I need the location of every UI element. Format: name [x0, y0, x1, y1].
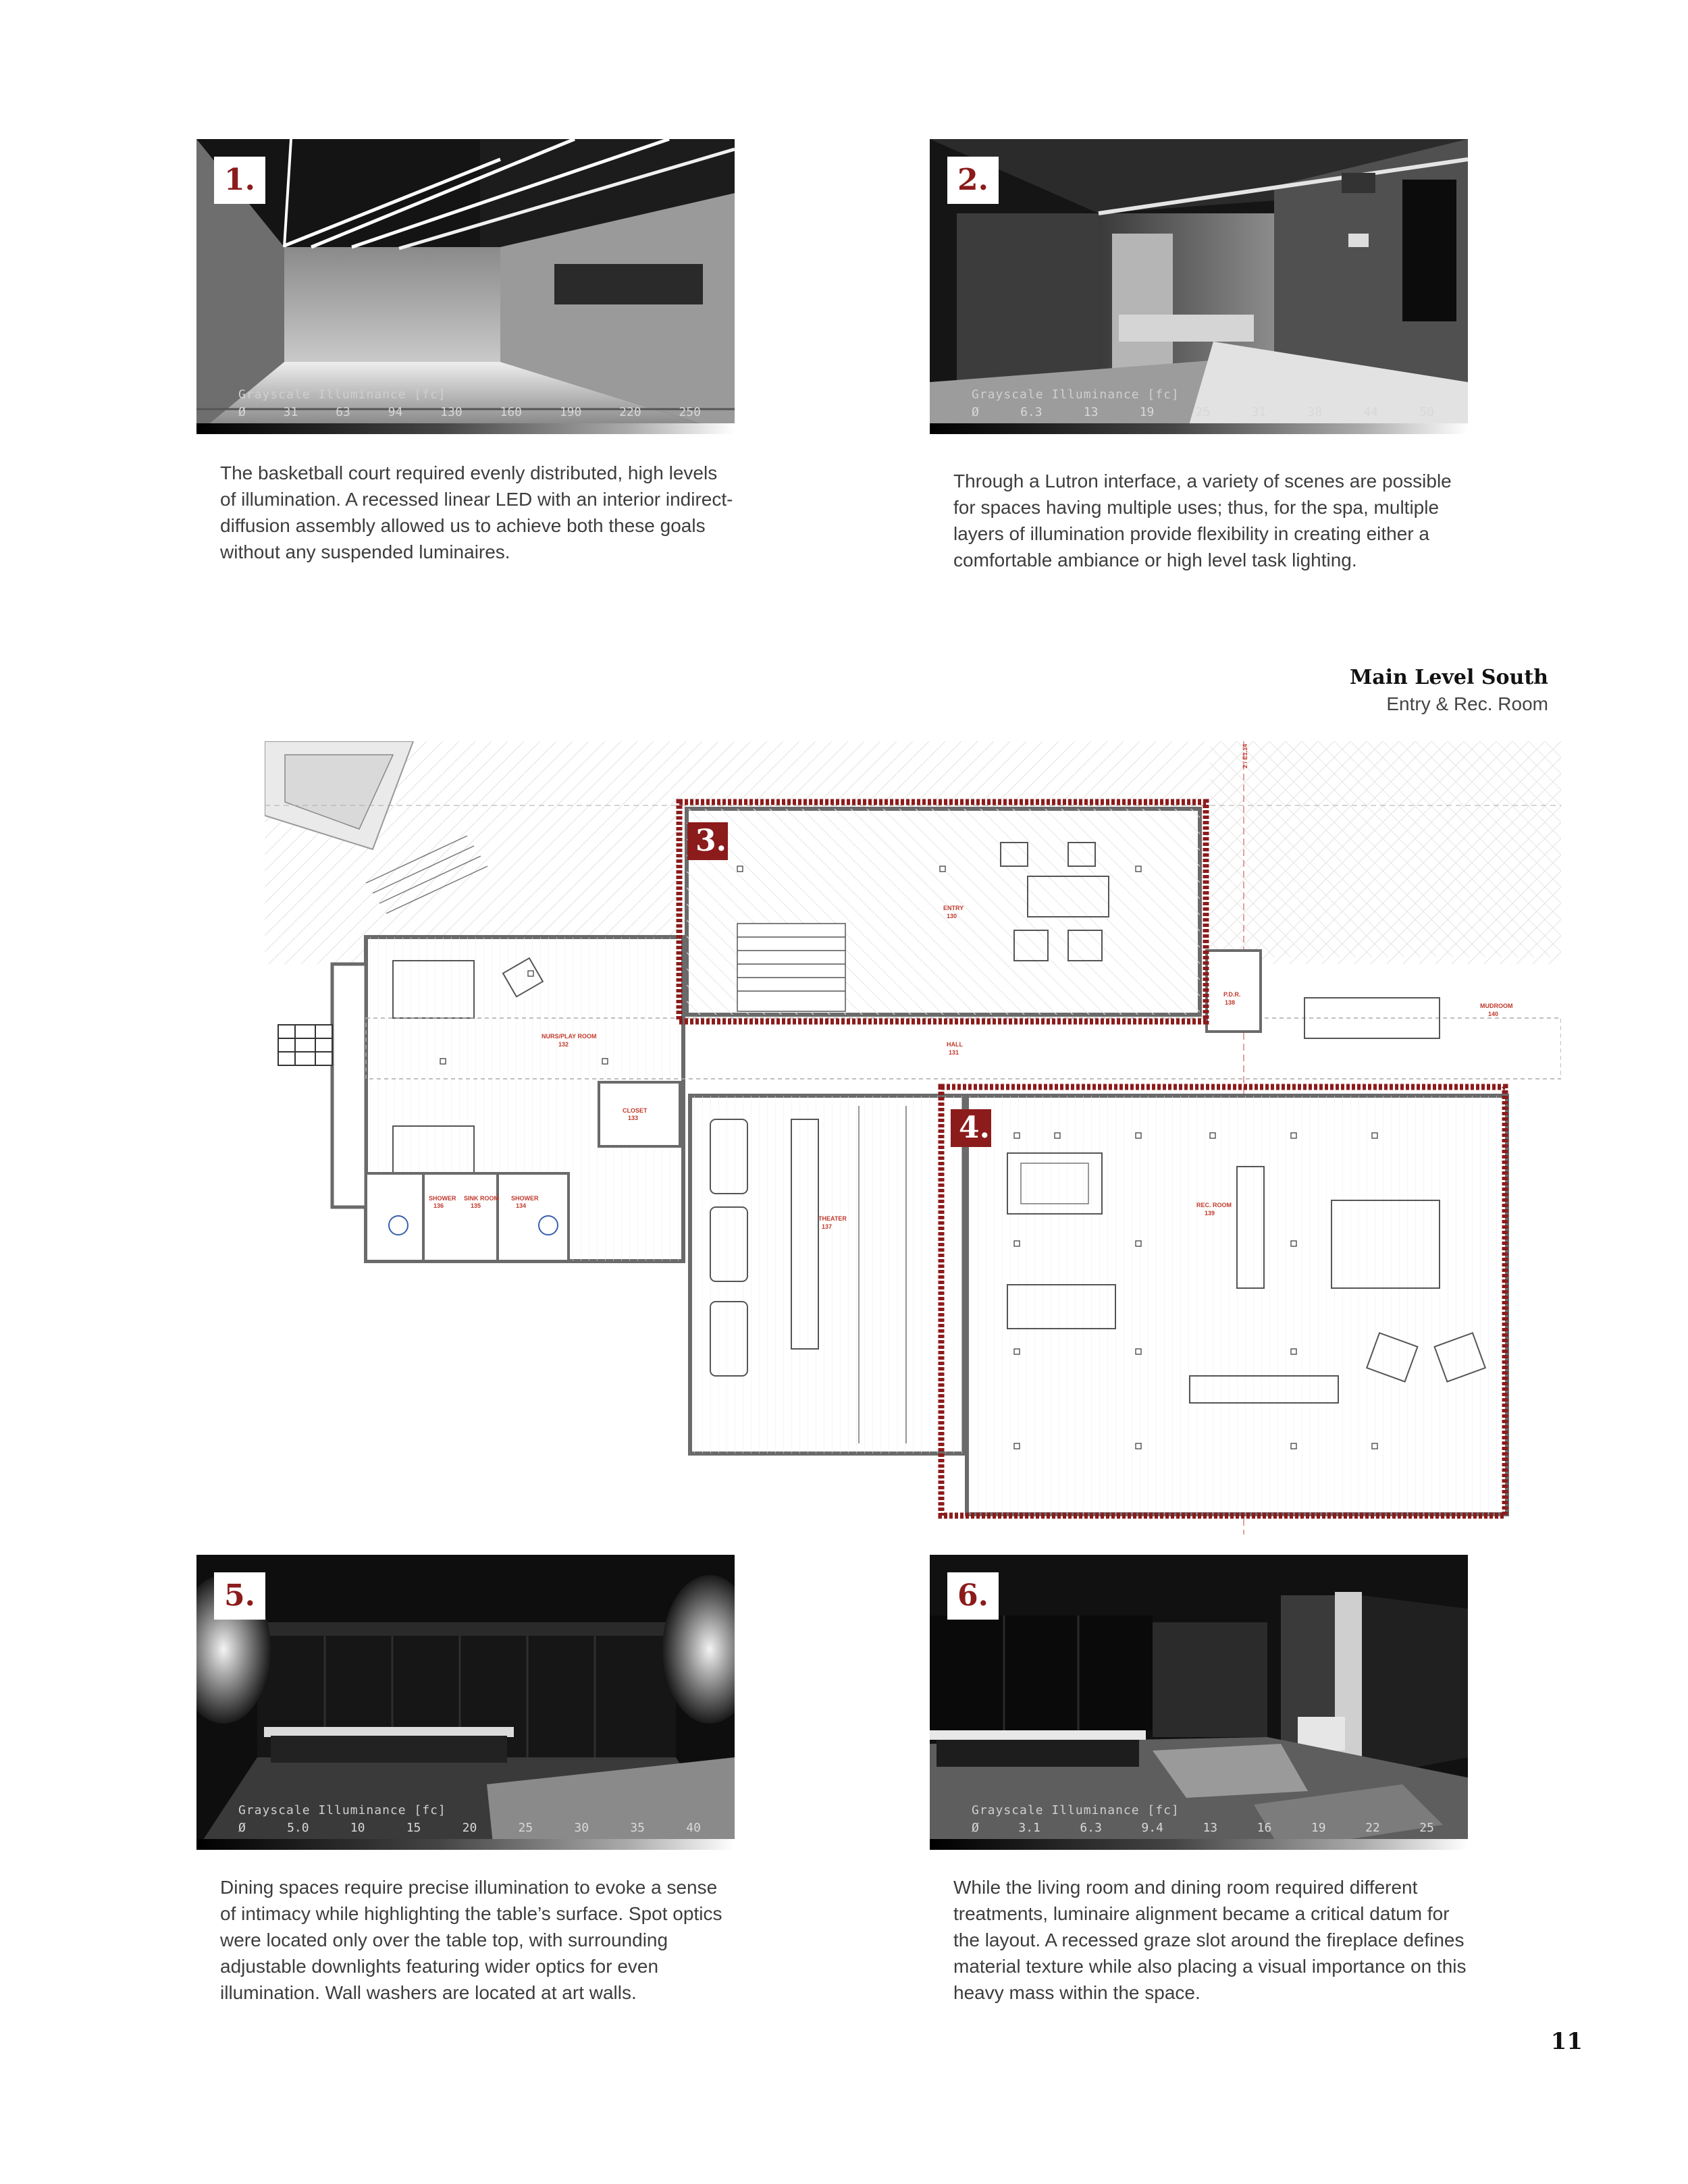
wall-bay [332, 964, 366, 1207]
scale-ticks [238, 1821, 701, 1835]
scale-tick: 40 [686, 1821, 701, 1835]
render-number-badge: 1. [214, 157, 265, 204]
scale-title: Grayscale Illuminance [fc] [238, 388, 446, 402]
scale-ticks [972, 1821, 1434, 1835]
room-label-theater: THEATER [818, 1215, 847, 1222]
scale-tick: 19 [1139, 405, 1155, 419]
scale-tick: 3.1 [1018, 1821, 1040, 1835]
scale-ticks [238, 405, 701, 419]
room-label-shower: SHOWER [511, 1195, 539, 1202]
illuminance-scale [930, 1797, 1468, 1850]
render-number-badge: 2. [947, 157, 999, 204]
room-label-shower: SHOWER [429, 1195, 456, 1202]
room-label-rec-room: REC. ROOM [1196, 1202, 1232, 1208]
wall-bathrooms [366, 1173, 569, 1261]
plan-tag-3: 3. [695, 824, 727, 858]
caption-spa: Through a Lutron interface, a variety of scenes are possible for spaces having multiple uses; thus, for the spa, multiple layers of illumination provide flexibility in creating either a comfortable ambiance or high level task lighting. [953, 471, 1452, 570]
scale-tick: 63 [336, 405, 350, 419]
page-number: 11 [1550, 2028, 1583, 2055]
scale-tick: 30 [574, 1821, 589, 1835]
room-label-pdr: P.D.R. [1223, 991, 1241, 998]
caption-living-dining: While the living room and dining room required different treatments, luminaire alignment became a critical datum for the layout. A recessed graze slot around the fireplace defines material texture while also placing a visual importance on this heavy mass within the space. [953, 1877, 1467, 2003]
illuminance-scale [196, 1797, 735, 1850]
room-label-nursery: NURS/PLAY ROOM [542, 1033, 597, 1040]
scale-tick: 190 [559, 405, 582, 419]
scale-tick: 38 [1307, 405, 1323, 419]
room-number-mudroom: 140 [1488, 1011, 1499, 1017]
scale-tick: Ø [972, 405, 979, 419]
render-number-badge: 5. [214, 1572, 265, 1620]
scale-tick: 25 [1419, 1821, 1434, 1835]
floor-plan [265, 741, 1561, 1535]
fireplace-hatch [278, 1025, 332, 1065]
illuminance-scale [930, 381, 1468, 434]
room-label-sink-room: SINK ROOM [464, 1195, 500, 1202]
room-number-shower: 134 [516, 1202, 527, 1209]
illuminance-gradient-bar [930, 423, 1468, 434]
room-number-sink-room: 135 [471, 1202, 481, 1209]
illuminance-gradient-bar [196, 423, 735, 434]
scale-tick: 19 [1311, 1821, 1326, 1835]
scale-tick: 25 [1195, 405, 1211, 419]
scale-tick: 25 [518, 1821, 533, 1835]
room-number-theater: 137 [822, 1223, 833, 1230]
scale-tick: 6.3 [1080, 1821, 1102, 1835]
scale-tick: 13 [1083, 405, 1099, 419]
scale-tick: 250 [679, 405, 701, 419]
entry-stair [737, 924, 845, 1011]
scale-tick: 22 [1365, 1821, 1380, 1835]
plan-subtitle: Entry & Rec. Room [1386, 693, 1548, 714]
room-number-shower: 136 [433, 1202, 444, 1209]
scale-tick: 13 [1203, 1821, 1218, 1835]
illuminance-scale [196, 381, 735, 434]
scale-tick: 31 [283, 405, 298, 419]
scale-tick: Ø [972, 1821, 979, 1835]
room-label-closet: CLOSET [623, 1107, 648, 1114]
scale-tick: 94 [388, 405, 403, 419]
rendering-basketball-court [196, 139, 735, 434]
illuminance-gradient-bar [196, 1839, 735, 1850]
room-label-hall: HALL [947, 1041, 963, 1048]
exterior-paving [1210, 741, 1561, 957]
floor-theater [690, 1096, 964, 1454]
scale-tick: 16 [1257, 1821, 1272, 1835]
plan-tag-4: 4. [959, 1111, 990, 1145]
caption-dining-space: Dining spaces require precise illumination to evoke a sense of intimacy while highlighting the table’s surface. Spot optics were located only over the table top, with surrounding adjustable downlights featuring wider optics for even illumination. Wall washers are located at art walls. [220, 1877, 722, 2003]
scale-tick: 35 [630, 1821, 645, 1835]
scale-title: Grayscale Illuminance [fc] [972, 1803, 1180, 1817]
wall-closet [599, 1082, 680, 1146]
plan-title-block [1350, 666, 1548, 715]
scale-tick: 5.0 [287, 1821, 309, 1835]
scale-tick: 6.3 [1020, 405, 1043, 419]
room-label-mudroom: MUDROOM [1480, 1003, 1513, 1009]
scale-tick: 220 [619, 405, 641, 419]
room-number-pdr: 138 [1225, 999, 1236, 1006]
floor-rec-room [967, 1096, 1507, 1514]
scale-tick: Ø [238, 405, 246, 419]
scale-tick: 9.4 [1141, 1821, 1163, 1835]
scale-tick: 31 [1251, 405, 1267, 419]
rendering-spa [930, 139, 1468, 434]
scale-tick: 130 [440, 405, 463, 419]
scale-ticks [972, 405, 1434, 419]
caption-basketball-court: The basketball court required evenly distributed, high levels of illumination. A recessed linear LED with an interior indirect-diffusion assembly allowed us to achieve both these goals without any suspended luminaires. [220, 462, 733, 562]
rendering-living-dining [930, 1555, 1468, 1850]
scale-tick: 20 [462, 1821, 477, 1835]
room-number-entry: 130 [947, 913, 957, 920]
scale-tick: 50 [1419, 405, 1434, 419]
scale-tick: 160 [500, 405, 522, 419]
render-number-badge: 6. [947, 1572, 999, 1620]
room-number-hall: 131 [949, 1049, 959, 1056]
rendering-dining-space [196, 1555, 735, 1850]
scale-title: Grayscale Illuminance [fc] [972, 388, 1180, 402]
room-number-nursery: 132 [558, 1041, 569, 1048]
room-number-closet: 133 [628, 1115, 639, 1121]
scale-tick: 15 [406, 1821, 421, 1835]
illuminance-gradient-bar [930, 1839, 1468, 1850]
plan-title: Main Level South [1350, 666, 1548, 689]
room-number-rec-room: 139 [1205, 1210, 1215, 1217]
scale-title: Grayscale Illuminance [fc] [238, 1803, 446, 1817]
scale-tick: 10 [350, 1821, 365, 1835]
scale-tick: Ø [238, 1821, 246, 1835]
elevation-reference: 2 / E1.14 [1242, 743, 1248, 768]
scale-tick: 44 [1363, 405, 1379, 419]
room-label-entry: ENTRY [943, 905, 964, 911]
